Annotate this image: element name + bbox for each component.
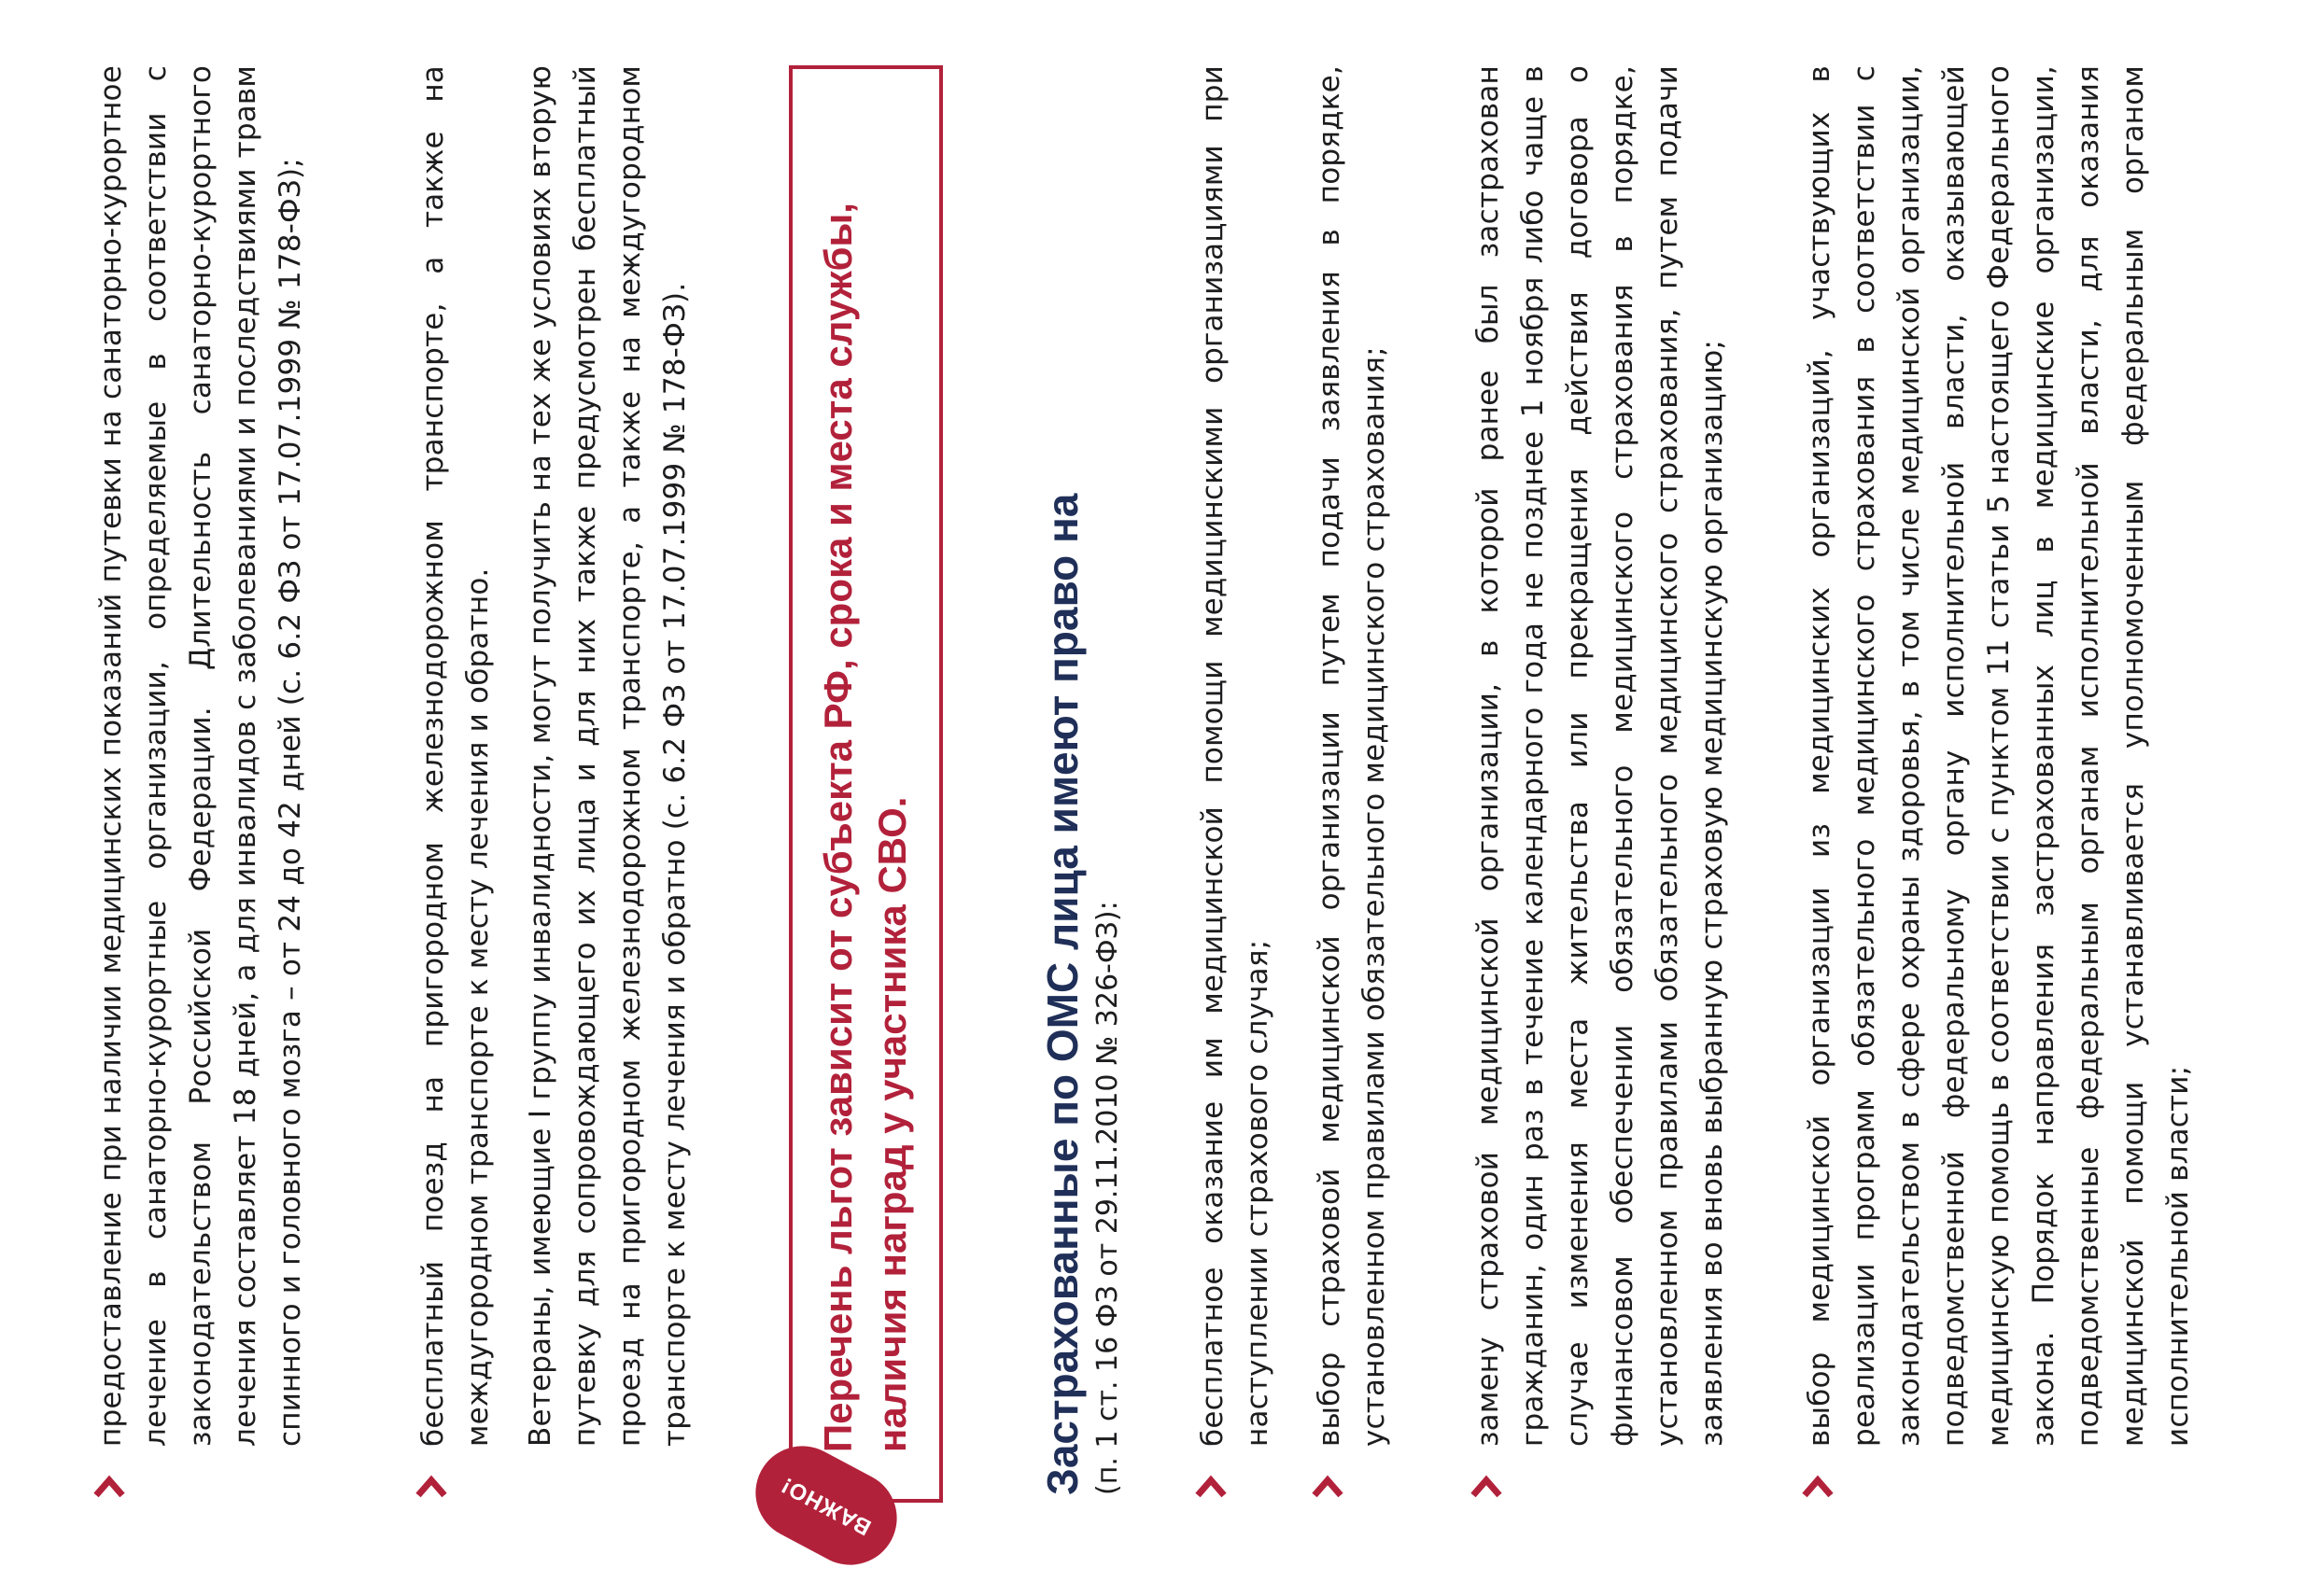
section-subheading: (п. 1 ст. 16 ФЗ от 29.11.2010 № 326-ФЗ): [1091, 901, 1124, 1495]
list-item [1307, 65, 1397, 1447]
list-item-text: выбор страховой медицинской организации путем подачи заявления в порядке, установленном правилами обязательного медицинского страхования; [1313, 65, 1391, 1447]
list-item [1190, 65, 1280, 1447]
section-heading: Застрахованные по ОМС лица имеют право на [1038, 493, 1087, 1495]
list-item-text: бесплатный поезд на пригородном железнодорожном транспорте, а также на междугородном транспорте к месту лечения и обратно. [416, 65, 495, 1447]
list-item-text: предоставление при наличии медицинских показаний путевки на санаторно-курортное лечение в санаторно-курортные организации, определяемые в соответствии с законодательством Российской Федерации. Длительность санаторно-курортного лечения составляет 18 дней, а для инвалидов с заболеваниями и последствиями травм спинного и головного мозга – от 24 до 42 дней (с. 6.2 ФЗ от 17.07.1999 № 178-ФЗ); [94, 65, 307, 1447]
list-item-text: выбор медицинской организации из медицинских организаций, участвующих в реализации программ обязательного медицинского страхования в соответствии с законодательством в сфере охраны здоровья, в том числе медицинской организации, подведомственной федеральному органу исполнительной власти, оказывающей медицинскую помощь в соответствии с пунктом 11 статьи 5 настоящего Федерального закона. Порядок направления застрахованных лиц в медицинские организации, подведомственные федеральным органам исполнительной власти, для оказания медицинской помощи устанавливается уполномоченным федеральным органом исполнительной власти; [1803, 65, 2195, 1447]
paragraph-text: Ветераны, имеющие I группу инвалидности, могут получить на тех же условиях вторую путевку для сопровождающего их лица и для них также предусмотрен бесплатный проезд на пригородном железнодорожном транспорте, а также на междугородном транспорте к месту лечения и обратно (с. 6.2 ФЗ от 17.07.1999 № 178-ФЗ). [524, 65, 692, 1447]
important-callout [789, 65, 943, 1503]
oms-section-header [1036, 114, 1128, 1495]
chevron-right-icon [89, 1463, 134, 1501]
important-badge-label: ВАЖНО! [777, 1471, 876, 1541]
list-item [1466, 65, 1735, 1447]
list-item-text: бесплатное оказание им медицинской помощи медицинскими организациями при наступлении страхового случая; [1196, 65, 1274, 1447]
chevron-right-icon [1307, 1463, 1352, 1501]
chevron-right-icon [1190, 1463, 1235, 1501]
chevron-right-icon [1466, 1463, 1511, 1501]
list-item [1797, 65, 2201, 1447]
chevron-right-icon [411, 1463, 456, 1501]
list-item [411, 65, 500, 1447]
list-item [89, 65, 313, 1447]
chevron-right-icon [1797, 1463, 1842, 1501]
veterans-paragraph [518, 65, 697, 1447]
important-text: Перечень льгот зависит от субъекта РФ, срока и места службы, наличия наград у участника СВО. [816, 203, 914, 1452]
list-item-text: замену страховой медицинской организации, в которой ранее был застрахован гражданин, один раз в течение календарного года не позднее 1 ноября либо чаще в случае изменения места жительства или прекращения действия договора о финансовом обеспечении обязательного медицинского страхования в порядке, установленном правилами обязательного медицинского страхования, путем подачи заявления во вновь выбранную страховую медицинскую организацию; [1471, 65, 1729, 1447]
